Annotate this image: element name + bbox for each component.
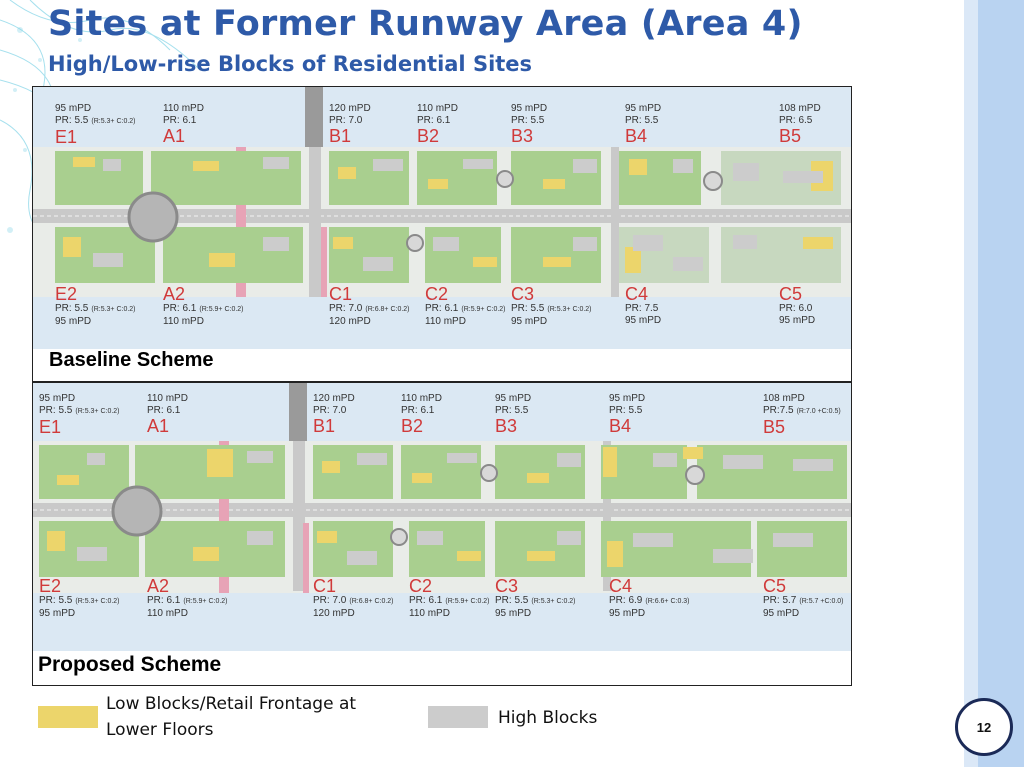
site-plot-ratio: PR: 5.5	[39, 595, 73, 606]
site-label-c4	[609, 577, 690, 620]
site-height: 120 mPD	[329, 103, 371, 114]
site-label-e1	[55, 103, 136, 146]
site-label-c2	[409, 577, 490, 620]
site-label-b3	[495, 393, 531, 435]
site-plot-ratio: PR: 5.7	[763, 595, 797, 606]
site-height: 95 mPD	[55, 103, 92, 114]
site-code: A1	[163, 126, 186, 146]
site-code: B3	[495, 416, 518, 436]
site-plot-ratio: PR: 5.5	[511, 303, 545, 314]
site-height: 110 mPD	[417, 103, 458, 114]
site-plot-ratio: PR: 6.1	[425, 303, 459, 314]
site-plot-ratio-row	[425, 303, 506, 316]
site-plot-ratio-row	[763, 595, 844, 608]
site-ratio-breakdown: (R:5.3+ C:0.2)	[75, 598, 120, 605]
site-code: C3	[511, 284, 535, 304]
site-plot-ratio: PR: 5.5	[609, 405, 643, 416]
site-plot-ratio-row	[329, 303, 410, 316]
site-plot-ratio: PR: 6.1	[401, 405, 435, 416]
site-plot-ratio: PR: 6.5	[779, 115, 813, 126]
site-code: E1	[39, 417, 62, 437]
proposed-scheme-label: Proposed Scheme	[38, 653, 222, 676]
site-ratio-breakdown: (R:6.8+ C:0.2)	[349, 598, 394, 605]
high-blocks-legend: High Blocks	[498, 708, 598, 728]
site-code: B5	[763, 417, 786, 437]
site-plot-ratio-row	[409, 595, 490, 608]
proposed-scheme-panel	[32, 382, 852, 686]
site-height: 110 mPD	[401, 393, 442, 404]
site-label-b4	[609, 393, 645, 435]
site-plot-ratio: PR: 6.1	[147, 405, 181, 416]
site-label-c3	[495, 577, 576, 620]
site-height: 95 mPD	[55, 316, 92, 327]
site-plot-ratio: PR: 5.5	[625, 115, 659, 126]
site-label-b1	[329, 103, 371, 145]
site-plot-ratio-row	[163, 303, 244, 316]
side-accent-light	[964, 0, 978, 767]
site-label-b5	[779, 103, 821, 145]
site-ratio-breakdown: (R:6.6+ C:0.3)	[645, 598, 690, 605]
site-label-a2	[147, 577, 228, 620]
site-plot-ratio: PR: 6.0	[779, 303, 813, 314]
low-blocks-legend-line1: Low Blocks/Retail Frontage at	[106, 694, 357, 714]
site-label-b3	[511, 103, 547, 145]
site-code: E1	[55, 127, 78, 147]
slide-title: Sites at Former Runway Area (Area 4)	[48, 4, 803, 44]
site-ratio-breakdown: (R:5.9+ C:0.2)	[461, 306, 506, 313]
site-code: B4	[625, 126, 648, 146]
site-code: B1	[329, 126, 352, 146]
site-code: A2	[163, 284, 186, 304]
site-height: 95 mPD	[779, 315, 816, 326]
site-plot-ratio: PR: 7.0	[329, 115, 363, 126]
site-plot-ratio: PR: 6.9	[609, 595, 643, 606]
site-ratio-breakdown: (R:5.3+ C:0.2)	[75, 408, 120, 415]
site-plot-ratio-row	[495, 595, 576, 608]
site-code: C2	[425, 284, 449, 304]
site-height: 110 mPD	[409, 608, 450, 619]
site-label-b1	[313, 393, 355, 435]
site-code: B2	[417, 126, 440, 146]
site-plot-ratio-row	[511, 303, 592, 316]
site-height: 95 mPD	[625, 315, 662, 326]
site-plot-ratio: PR: 6.1	[409, 595, 443, 606]
site-height: 108 mPD	[763, 393, 805, 404]
site-plot-ratio: PR:7.5	[763, 405, 794, 416]
site-plot-ratio: PR: 5.5	[511, 115, 545, 126]
site-height: 110 mPD	[147, 393, 188, 404]
site-height: 120 mPD	[329, 316, 371, 327]
site-label-c1	[313, 577, 394, 620]
baseline-scheme-label: Baseline Scheme	[49, 349, 214, 371]
site-height: 120 mPD	[313, 608, 355, 619]
site-code: A2	[147, 576, 170, 596]
site-ratio-breakdown: (R:5.9+ C:0.2)	[445, 598, 490, 605]
site-plot-ratio: PR: 6.1	[163, 303, 197, 314]
site-code: C3	[495, 576, 519, 596]
site-code: C5	[763, 576, 787, 596]
site-height: 95 mPD	[511, 103, 548, 114]
site-plot-ratio: PR: 7.0	[329, 303, 363, 314]
site-code: C4	[609, 576, 633, 596]
site-code: B1	[313, 416, 336, 436]
site-plot-ratio: PR: 6.1	[163, 115, 197, 126]
site-code: C2	[409, 576, 433, 596]
site-code: E2	[55, 284, 78, 304]
site-height: 95 mPD	[495, 393, 532, 404]
site-label-a2	[163, 285, 244, 328]
page-number: 12	[955, 698, 1013, 756]
site-label-c3	[511, 285, 592, 328]
site-height: 120 mPD	[313, 393, 355, 404]
site-plot-ratio: PR: 5.5	[39, 405, 73, 416]
site-label-e2	[55, 285, 136, 328]
baseline-scheme-panel	[32, 86, 852, 382]
site-plot-ratio: PR: 7.5	[625, 303, 659, 314]
site-plot-ratio-row	[609, 595, 690, 608]
site-height: 110 mPD	[163, 316, 204, 327]
site-plot-ratio: PR: 5.5	[495, 405, 529, 416]
site-ratio-breakdown: (R:5.9+ C:0.2)	[199, 306, 244, 313]
site-label-a1	[147, 393, 188, 435]
site-label-b2	[417, 103, 458, 145]
site-label-b2	[401, 393, 442, 435]
site-label-e2	[39, 577, 120, 620]
site-height: 95 mPD	[511, 316, 548, 327]
site-plot-ratio-row	[625, 303, 661, 315]
site-height: 110 mPD	[147, 608, 188, 619]
site-plot-ratio: PR: 7.0	[313, 595, 347, 606]
site-ratio-breakdown: (R:5.3+ C:0.2)	[547, 306, 592, 313]
site-ratio-breakdown: (R:5.3+ C:0.2)	[531, 598, 576, 605]
site-plot-ratio-row	[313, 595, 394, 608]
site-label-b5	[763, 393, 841, 436]
site-label-a1	[163, 103, 204, 145]
site-code: B2	[401, 416, 424, 436]
site-label-c4	[625, 285, 661, 327]
site-code: C5	[779, 284, 803, 304]
site-code: C1	[313, 576, 337, 596]
site-ratio-breakdown: (R:5.3+ C:0.2)	[91, 118, 136, 125]
high-blocks-swatch	[428, 706, 488, 728]
site-height: 95 mPD	[609, 608, 646, 619]
site-code: C1	[329, 284, 353, 304]
site-ratio-breakdown: (R:5.7 +C:0.0)	[799, 598, 844, 605]
site-plot-ratio-row	[55, 303, 136, 316]
site-code: C4	[625, 284, 649, 304]
site-plot-ratio: PR: 5.5	[55, 303, 89, 314]
low-blocks-swatch	[38, 706, 98, 728]
site-height: 95 mPD	[39, 393, 76, 404]
site-ratio-breakdown: (R:5.9+ C:0.2)	[183, 598, 228, 605]
site-plot-ratio: PR: 5.5	[55, 115, 89, 126]
site-label-b4	[625, 103, 661, 145]
low-blocks-legend-line2: Lower Floors	[106, 720, 214, 740]
site-plot-ratio-row	[147, 595, 228, 608]
site-height: 95 mPD	[39, 608, 76, 619]
site-ratio-breakdown: (R:7.0 +C:0.5)	[796, 408, 841, 415]
site-height: 110 mPD	[425, 316, 466, 327]
slide-subtitle: High/Low-rise Blocks of Residential Sites	[48, 52, 533, 76]
site-plot-ratio: PR: 6.1	[147, 595, 181, 606]
site-height: 95 mPD	[763, 608, 800, 619]
site-ratio-breakdown: (R:5.3+ C:0.2)	[91, 306, 136, 313]
site-code: B5	[779, 126, 802, 146]
site-label-c5	[779, 285, 815, 327]
site-code: E2	[39, 576, 62, 596]
site-plot-ratio: PR: 7.0	[313, 405, 347, 416]
site-label-c2	[425, 285, 506, 328]
site-label-e1	[39, 393, 120, 436]
site-plot-ratio: PR: 5.5	[495, 595, 529, 606]
site-height: 95 mPD	[495, 608, 532, 619]
site-label-c1	[329, 285, 410, 328]
site-ratio-breakdown: (R:6.8+ C:0.2)	[365, 306, 410, 313]
side-accent	[978, 0, 1024, 767]
site-height: 95 mPD	[609, 393, 646, 404]
site-plot-ratio-row	[39, 595, 120, 608]
site-plot-ratio: PR: 6.1	[417, 115, 451, 126]
site-height: 110 mPD	[163, 103, 204, 114]
site-code: B4	[609, 416, 632, 436]
site-plot-ratio-row	[779, 303, 815, 315]
site-code: A1	[147, 416, 170, 436]
site-height: 95 mPD	[625, 103, 662, 114]
site-code: B3	[511, 126, 534, 146]
site-height: 108 mPD	[779, 103, 821, 114]
site-label-c5	[763, 577, 844, 620]
